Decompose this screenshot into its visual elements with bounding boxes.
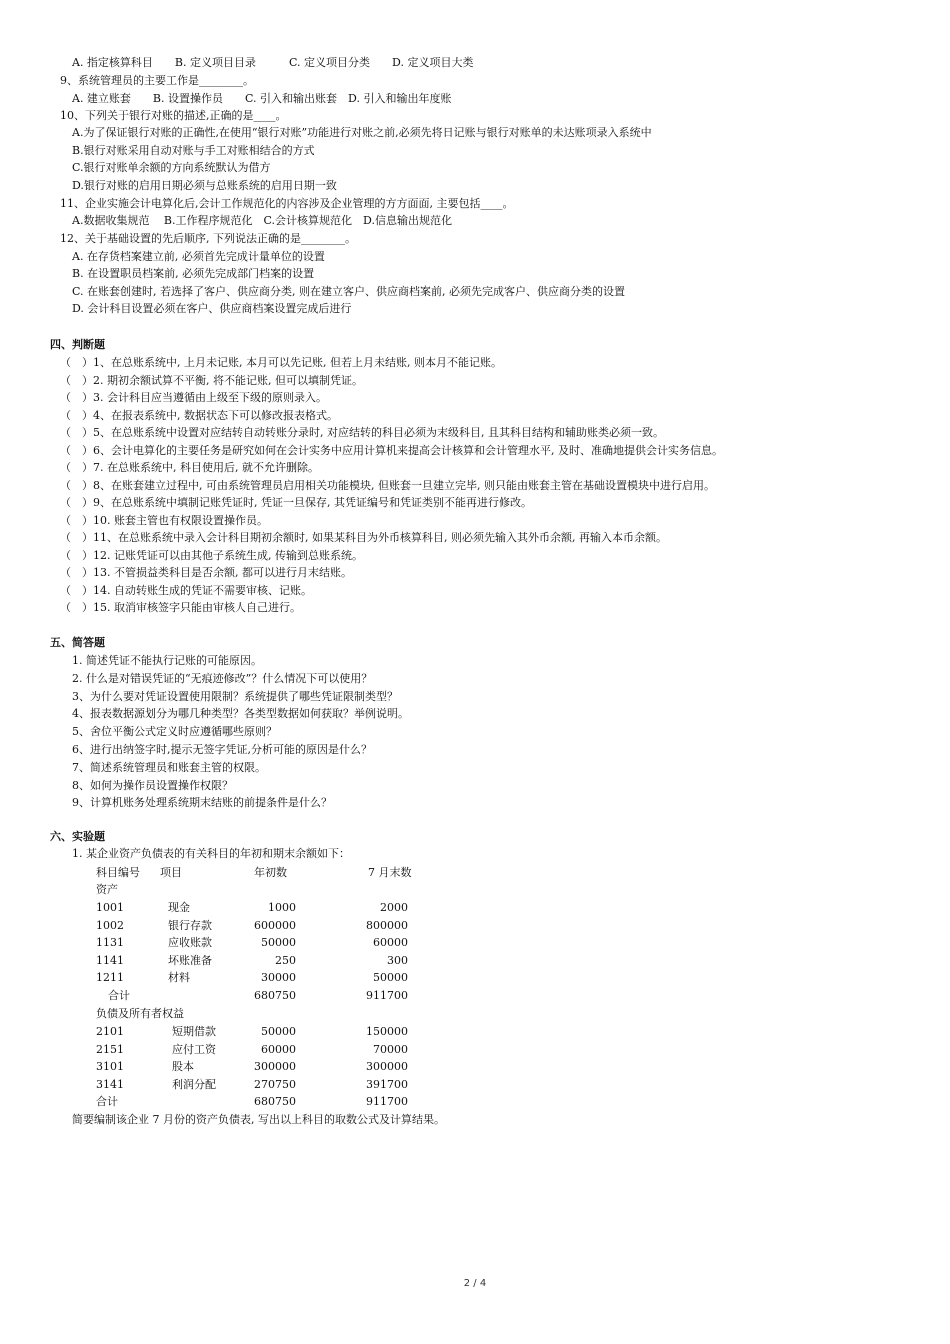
table-header-row [96, 866, 426, 880]
judgment-item: （ ）2. 期初余额试算不平衡, 将不能记账, 但可以填制凭证。 [60, 373, 363, 387]
table-row [96, 919, 426, 933]
judgment-item: （ ）7. 在总账系统中, 科目使用后, 就不允许删除。 [60, 461, 319, 474]
judgment-item: （ ）11、在总账系统中录入会计科目期初余额时, 如果某科目为外币核算科目, 则必须先输入其外币余额, 再输入本币余额。 [60, 531, 667, 544]
lab-intro: 1. 某企业资产负债表的有关科目的年初和期末余额如下： [72, 847, 350, 860]
end-balance: 300000 [366, 1060, 408, 1074]
total-label: 合计 [96, 1095, 118, 1108]
account-code: 1002 [96, 918, 124, 932]
q12-option-c: C. 在账套创建时, 若选择了客户、供应商分类, 则在建立客户、供应商档案前, 必须先完成客户、供应商分类的设置 [72, 285, 625, 298]
section-title-lab: 六、实验题 [50, 830, 105, 843]
account-name: 短期借款 [172, 1025, 216, 1038]
table-row [96, 1043, 426, 1057]
group-liabilities [96, 1007, 426, 1021]
account-code: 2151 [96, 1042, 124, 1056]
judgment-item: （ ）3. 会计科目应当遵循由上级至下级的原则录入。 [60, 391, 327, 404]
short-answer-item: 3、为什么要对凭证设置使用限制？系统提供了哪些凭证限制类型？ [72, 689, 398, 703]
short-answer-item: 7、简述系统管理员和账套主管的权限。 [72, 760, 266, 774]
question-11: 11、企业实施会计电算化后,会计工作规范化的内容涉及企业管理的方方面面, 主要包括____。 [60, 197, 514, 210]
table-row [96, 1078, 426, 1092]
lab-task: 简要编制该企业 7 月份的资产负债表, 写出以上科目的取数公式及计算结果。 [72, 1113, 445, 1126]
total-row-liabilities [96, 1095, 426, 1109]
begin-balance: 300000 [254, 1060, 296, 1074]
section-title-judgment: 四、判断题 [50, 338, 105, 351]
header-item: 项目 [160, 866, 182, 879]
short-answer-item: 5、舍位平衡公式定义时应遵循哪些原则？ [72, 725, 277, 739]
page-number: 2 / 4 [463, 1278, 487, 1289]
judgment-item: （ ）13. 不管损益类科目是否余额, 都可以进行月末结账。 [60, 566, 352, 579]
account-name: 利润分配 [172, 1077, 216, 1091]
q11-options: A.数据收集规范 B.工作程序规范化 C.会计核算规范化 D.信息输出规范化 [72, 214, 452, 227]
begin-balance: 60000 [261, 1042, 296, 1056]
q9-options: A. 建立账套 B. 设置操作员 C. 引入和输出账套 D. 引入和输出年度账 [72, 92, 452, 105]
judgment-item: （ ）4、在报表系统中, 数据状态下可以修改报表格式。 [60, 408, 338, 422]
header-begin: 年初数 [254, 866, 287, 879]
account-name: 材料 [168, 971, 190, 985]
q8-options: A. 指定核算科目 B. 定义项目目录 C. 定义项目分类 D. 定义项目大类 [72, 56, 474, 69]
question-9: 9、系统管理员的主要工作是________。 [60, 74, 254, 87]
q10-option-a: A.为了保证银行对账的正确性,在使用“银行对账”功能进行对账之前,必须先将日记账与银行对账单的未达账项录入系统中 [72, 126, 652, 139]
question-12: 12、关于基础设置的先后顺序, 下列说法正确的是________。 [60, 232, 356, 245]
q12-option-b: B. 在设置职员档案前, 必须先完成部门档案的设置 [72, 267, 315, 280]
account-name: 应付工资 [172, 1042, 216, 1056]
total-end: 911700 [366, 1095, 408, 1108]
total-label: 合计 [108, 989, 130, 1002]
account-name: 银行存款 [168, 918, 212, 932]
begin-balance: 50000 [261, 936, 296, 950]
begin-balance: 600000 [254, 918, 296, 932]
table-row [96, 971, 426, 985]
account-code: 3141 [96, 1077, 124, 1091]
q10-option-c: C.银行对账单余额的方向系统默认为借方 [72, 161, 271, 174]
short-answer-item: 8、如何为操作员设置操作权限？ [72, 778, 233, 792]
begin-balance: 270750 [254, 1077, 296, 1091]
total-row-assets [96, 989, 426, 1003]
end-balance: 2000 [380, 901, 408, 914]
q12-option-d: D. 会计科目设置必须在客户、供应商档案设置完成后进行 [72, 302, 352, 315]
end-balance: 150000 [366, 1025, 408, 1038]
header-end: 7 月末数 [368, 866, 412, 879]
group-label: 负债及所有者权益 [96, 1007, 184, 1020]
group-assets [96, 883, 426, 897]
header-code: 科目编号 [96, 866, 140, 879]
table-row [96, 901, 426, 915]
account-code: 1141 [96, 953, 124, 967]
judgment-item: （ ）6、会计电算化的主要任务是研究如何在会计实务中应用计算机来提高会计核算和会计管理水平, 及时、准确地提供会计实务信息。 [60, 443, 723, 457]
short-answer-item: 1. 简述凭证不能执行记账的可能原因。 [72, 654, 262, 667]
end-balance: 300 [387, 953, 408, 967]
account-code: 1211 [96, 971, 124, 985]
total-begin: 680750 [254, 989, 296, 1002]
account-code: 3101 [96, 1060, 124, 1074]
begin-balance: 250 [275, 953, 296, 967]
account-code: 1131 [96, 936, 124, 950]
short-answer-item: 2. 什么是对错误凭证的“无痕迹修改”？什么情况下可以使用？ [72, 671, 373, 685]
judgment-item: （ ）9、在总账系统中填制记账凭证时, 凭证一旦保存, 其凭证编号和凭证类别不能再进行修改。 [60, 496, 532, 509]
begin-balance: 1000 [268, 901, 296, 914]
end-balance: 70000 [373, 1042, 408, 1056]
judgment-item: （ ）15. 取消审核签字只能由审核人自己进行。 [60, 601, 301, 614]
table-row [96, 954, 426, 968]
table-row [96, 1060, 426, 1074]
judgment-item: （ ）5、在总账系统中设置对应结转自动转账分录时, 对应结转的科目必须为末级科目, 且其科目结构和辅助账类必须一致。 [60, 426, 664, 439]
end-balance: 60000 [373, 936, 408, 950]
judgment-item: （ ）14. 自动转账生成的凭证不需要审核、记账。 [60, 583, 312, 597]
account-name: 应收账款 [168, 936, 212, 950]
begin-balance: 50000 [261, 1025, 296, 1038]
account-name: 股本 [172, 1060, 194, 1074]
q10-option-b: B.银行对账采用自动对账与手工对账相结合的方式 [72, 144, 315, 157]
table-row [96, 936, 426, 950]
section-title-short-answer: 五、简答题 [50, 636, 105, 649]
end-balance: 50000 [373, 971, 408, 985]
account-name: 坏账准备 [168, 953, 212, 967]
account-code: 2101 [96, 1025, 124, 1038]
short-answer-item: 4、报表数据源划分为哪几种类型？各类型数据如何获取？举例说明。 [72, 707, 409, 721]
judgment-item: （ ）12. 记账凭证可以由其他子系统生成, 传输到总账系统。 [60, 548, 363, 562]
q10-option-d: D.银行对账的启用日期必须与总账系统的启用日期一致 [72, 179, 337, 192]
end-balance: 391700 [366, 1077, 408, 1091]
judgment-item: （ ）10. 账套主管也有权限设置操作员。 [60, 513, 268, 527]
q12-option-a: A. 在存货档案建立前, 必须首先完成计量单位的设置 [72, 250, 325, 263]
total-begin: 680750 [254, 1095, 296, 1108]
question-10: 10、下列关于银行对账的描述,正确的是____。 [60, 109, 287, 122]
end-balance: 800000 [366, 918, 408, 932]
group-label: 资产 [96, 883, 118, 896]
judgment-item: （ ）8、在账套建立过程中, 可由系统管理员启用相关功能模块, 但账套一旦建立完毕, 则只能由账套主管在基础设置模块中进行启用。 [60, 478, 715, 492]
short-answer-item: 6、进行出纳签字时,提示无签字凭证,分析可能的原因是什么？ [72, 743, 372, 756]
short-answer-item: 9、计算机账务处理系统期末结账的前提条件是什么？ [72, 796, 332, 810]
begin-balance: 30000 [261, 971, 296, 985]
judgment-item: （ ）1、在总账系统中, 上月未记账, 本月可以先记账, 但若上月未结账, 则本月不能记账。 [60, 356, 502, 369]
total-end: 911700 [366, 989, 408, 1002]
account-name: 现金 [168, 901, 190, 914]
table-row [96, 1025, 426, 1039]
account-code: 1001 [96, 901, 124, 914]
